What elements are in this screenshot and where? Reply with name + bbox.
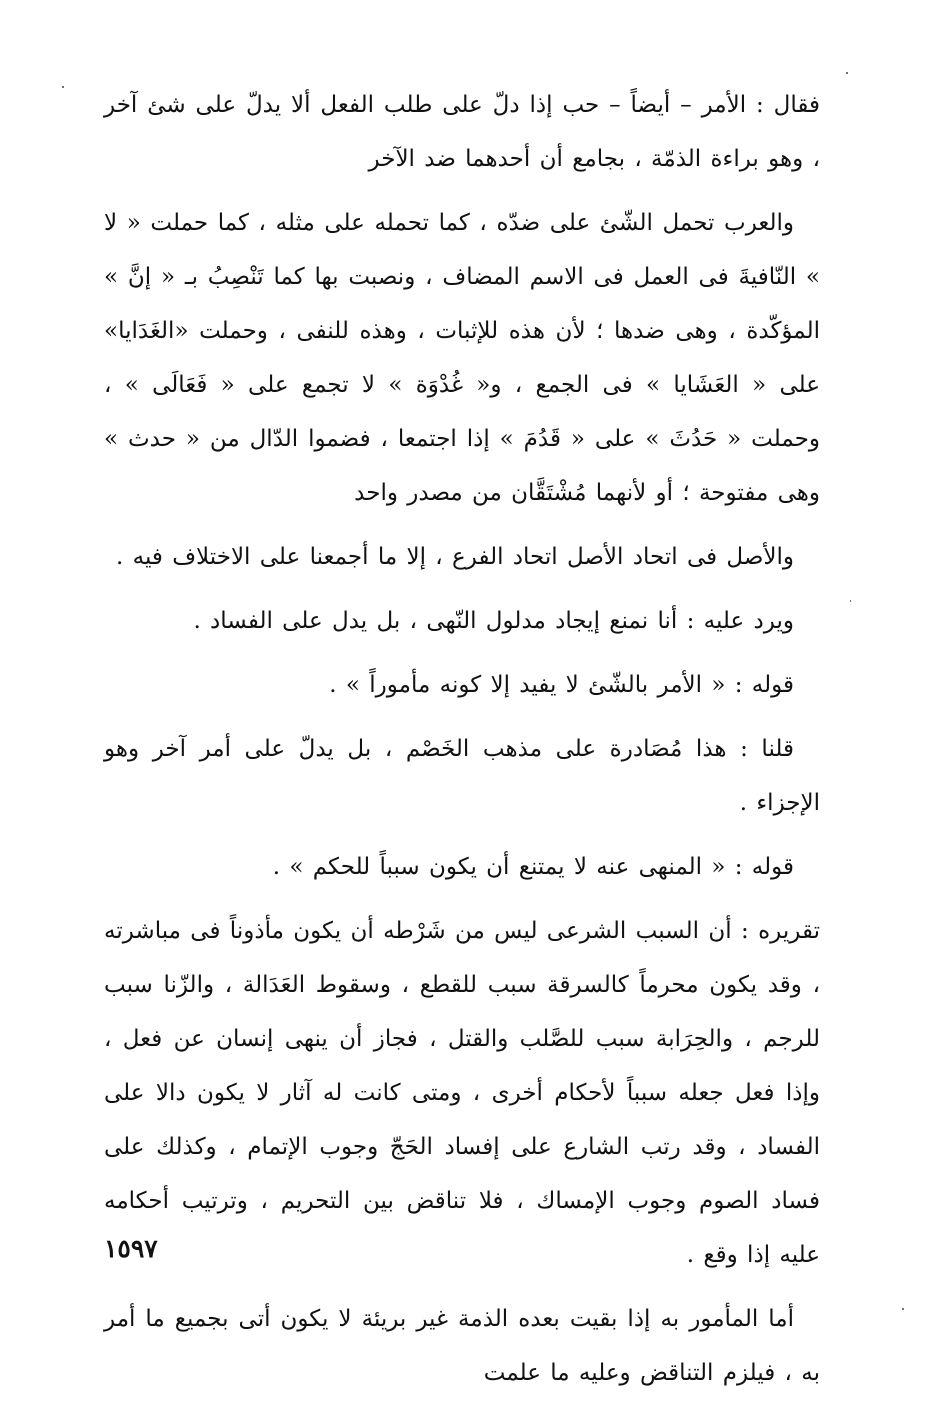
scan-speck	[62, 86, 64, 88]
paragraph-1: فقال : الأمر – أيضاً – حب إذا دلّ على طلب الفعل ألا يدلّ على شئ آخر ، وهو براءة الذمّة ، بجامع أن أحدهما ضد الآخر	[104, 92, 820, 172]
scan-speck	[902, 1308, 904, 1310]
paragraph-5: قوله : « الأمر بالشّئ لا يفيد إلا كونه مأموراً » .	[329, 672, 794, 698]
scan-speck	[850, 600, 851, 602]
scan-speck	[846, 72, 848, 74]
paragraph-7: قوله : « المنهى عنه لا يمتنع أن يكون سبباً للحكم » .	[272, 854, 794, 880]
paragraph-4: ويرد عليه : أنا نمنع إيجاد مدلول النّهى ، بل يدل على الفساد .	[193, 608, 794, 634]
body-text	[104, 78, 820, 1410]
paragraph-3: والأصل فى اتحاد الأصل اتحاد الفرع ، إلا ما أجمعنا على الاختلاف فيه .	[116, 544, 794, 570]
paragraph-9: أما المأمور به إذا بقيت بعده الذمة غير بريئة لا يكون أتى بجميع ما أمر به ، فيلزم التناقض وعليه ما علمت	[104, 1306, 820, 1386]
paragraph-2: والعرب تحمل الشّئ على ضدّه ، كما تحمله على مثله ، كما حملت « لا » النّافيةَ فى العمل فى الاسم المضاف ، ونصبت بها كما تَنْصِبُ بـ « إنَّ » المؤكّدة ، وهى ضدها ؛ لأن هذه للإثبات ، وهذه للنفى ، وحملت «الغَدَايا» على « العَشَايا » فى الجمع ، و« غُدْوَة » لا تجمع على « فَعَالَى » ، وحملت « حَدُثَ » على « قَدُمَ » إذا اجتمعا ، فضموا الدّال من « حدث » وهى مفتوحة ؛ أو لأنهما مُشْتَقَّان من مصدر واحد	[104, 210, 820, 506]
paragraph-8: تقريره : أن السبب الشرعى ليس من شَرْطه أن يكون مأذوناً فى مباشرته ، وقد يكون محرماً كالسرقة سبب للقطع ، وسقوط العَدَالة ، والزّنا سبب للرجم ، والحِرَابة سبب للصَّلب والقتل ، فجاز أن ينهى إنسان عن فعل ، وإذا فعل جعله سبباً لأحكام أخرى ، ومتى كانت له آثار لا يكون دالا على الفساد ، وقد رتب الشارع على إفساد الحَجّ وجوب الإتمام ، وكذلك على فساد الصوم وجوب الإمساك ، فلا تناقض بين التحريم ، وترتيب أحكامه عليه إذا وقع .	[104, 918, 820, 1268]
page-number: ١٥٩٧	[104, 1234, 158, 1263]
paragraph-6: قلنا : هذا مُصَادرة على مذهب الخَصْم ، بل يدلّ على أمر آخر وهو الإجزاء .	[104, 736, 820, 816]
